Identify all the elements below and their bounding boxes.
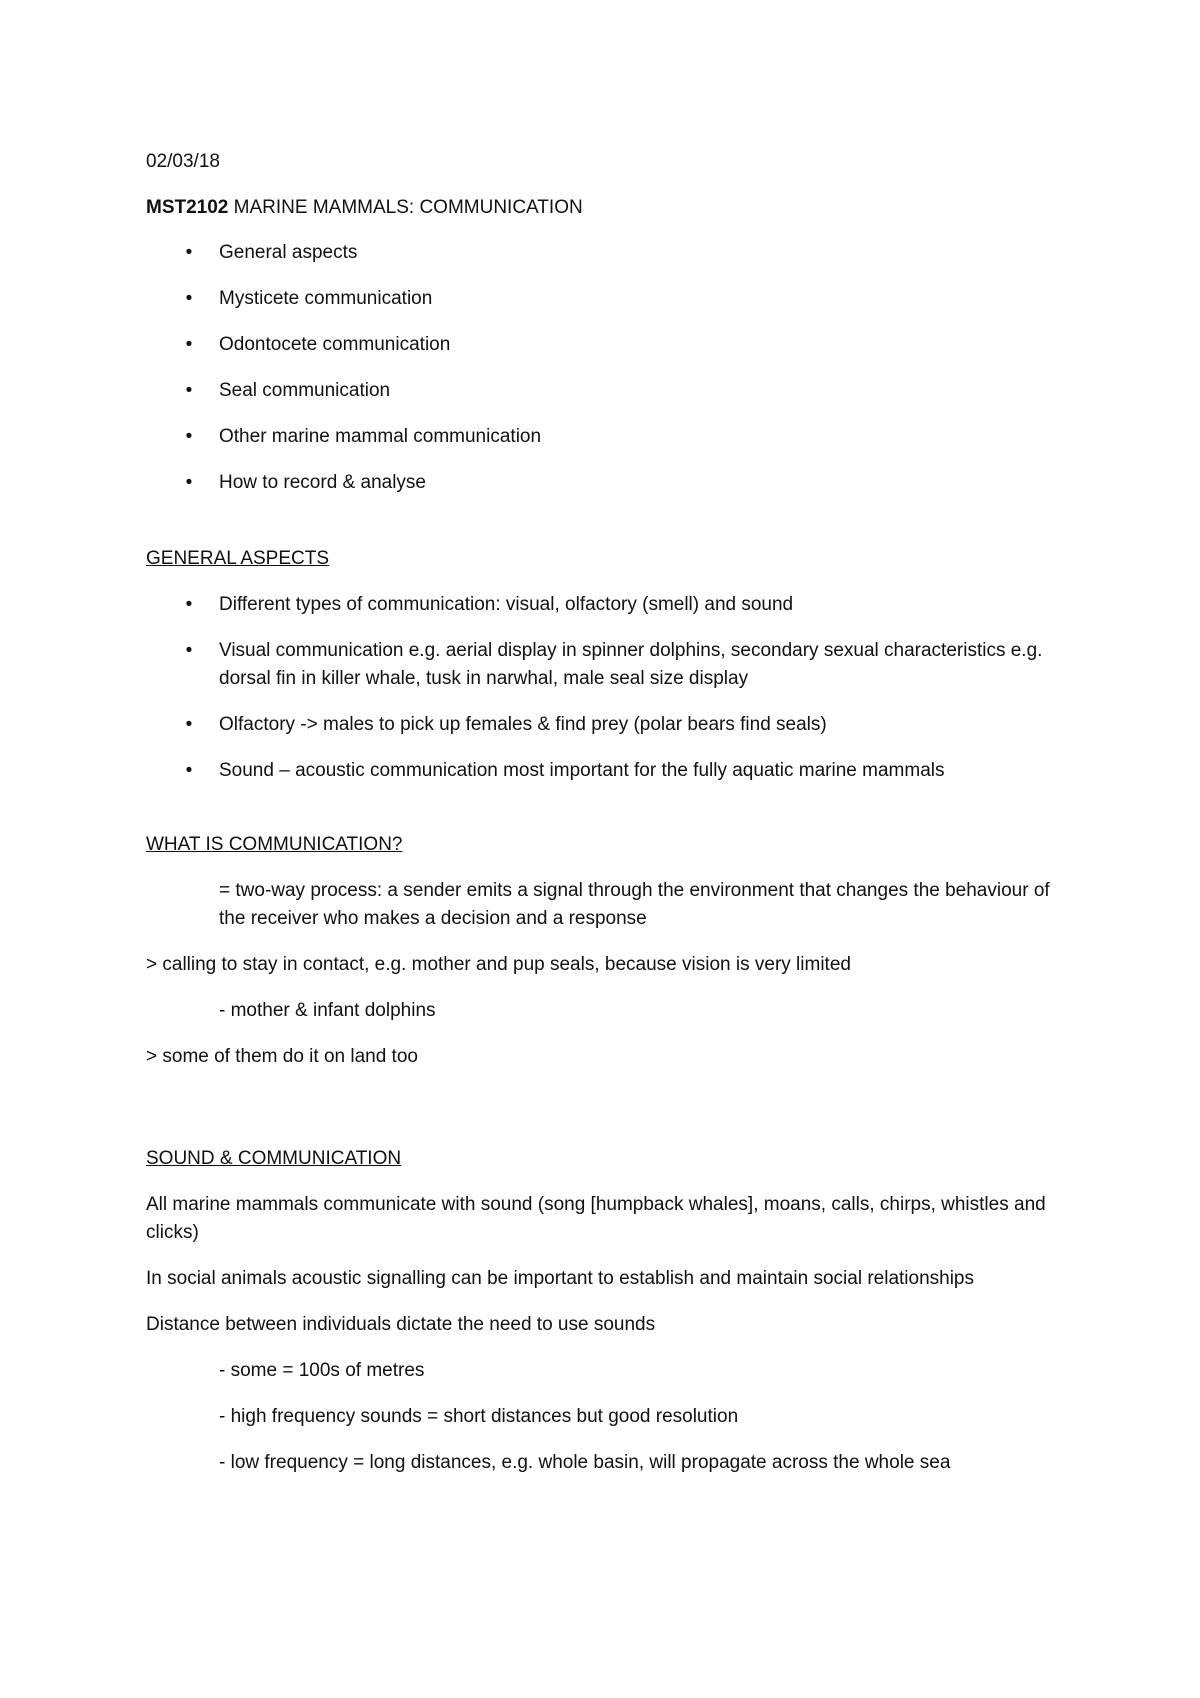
outline-item-text: Mysticete communication	[219, 288, 433, 309]
communication-subpoint: - mother & infant dolphins	[219, 1000, 436, 1021]
communication-definition: = two-way process: a sender emits a signal through the environment that changes the behaviour of the receiver who makes a decision and a response	[219, 880, 1050, 929]
general-aspects-list	[146, 591, 1076, 785]
document-body	[146, 148, 1076, 1495]
section-heading-what-is-communication: WHAT IS COMMUNICATION?	[146, 834, 403, 855]
bullet-icon: •	[185, 334, 193, 355]
sound-subpoint: - low frequency = long distances, e.g. whole basin, will propagate across the whole sea	[219, 1452, 951, 1473]
title-text: MARINE MAMMALS: COMMUNICATION	[228, 197, 583, 218]
outline-item-text: General aspects	[219, 242, 358, 263]
sound-paragraph: All marine mammals communicate with sound (song [humpback whales], moans, calls, chirps, whistles and clicks)	[146, 1194, 1046, 1243]
sound-paragraph: Distance between individuals dictate the need to use sounds	[146, 1314, 656, 1335]
sound-paragraph: In social animals acoustic signalling can be important to establish and maintain social relationships	[146, 1268, 975, 1289]
bullet-icon: •	[185, 242, 193, 263]
bullet-icon: •	[185, 380, 193, 401]
course-code: MST2102	[146, 197, 229, 218]
document-date: 02/03/18	[146, 151, 220, 172]
communication-point: > some of them do it on land too	[146, 1046, 418, 1067]
general-aspects-item-text: Visual communication e.g. aerial display in spinner dolphins, secondary sexual characteristics e.g. dorsal fin in killer whale, tusk in narwhal, male seal size display	[219, 640, 1043, 689]
general-aspects-item	[146, 637, 1076, 693]
general-aspects-item	[146, 591, 1076, 619]
bullet-icon: •	[185, 760, 193, 781]
section-heading-sound-communication: SOUND & COMMUNICATION	[146, 1148, 402, 1169]
general-aspects-item-text: Sound – acoustic communication most important for the fully aquatic marine mammals	[219, 760, 945, 781]
section-heading-general-aspects: GENERAL ASPECTS	[146, 548, 330, 569]
outline-item-text: Other marine mammal communication	[219, 426, 542, 447]
bullet-icon: •	[185, 288, 193, 309]
general-aspects-item-text: Different types of communication: visual, olfactory (smell) and sound	[219, 594, 794, 615]
outline-item	[146, 469, 1076, 497]
bullet-icon: •	[185, 594, 193, 615]
bullet-icon: •	[185, 426, 193, 447]
general-aspects-item	[146, 711, 1076, 739]
outline-item-text: Seal communication	[219, 380, 391, 401]
communication-point: > calling to stay in contact, e.g. mother and pup seals, because vision is very limited	[146, 954, 851, 975]
outline-item	[146, 285, 1076, 313]
outline-item	[146, 377, 1076, 405]
outline-list	[146, 239, 1076, 497]
general-aspects-item-text: Olfactory -> males to pick up females & find prey (polar bears find seals)	[219, 714, 827, 735]
general-aspects-item	[146, 757, 1076, 785]
sound-subpoint: - some = 100s of metres	[219, 1360, 425, 1381]
outline-item	[146, 331, 1076, 359]
outline-item	[146, 239, 1076, 267]
bullet-icon: •	[185, 714, 193, 735]
sound-subpoint: - high frequency sounds = short distances but good resolution	[219, 1406, 739, 1427]
document-title	[146, 194, 1076, 222]
bullet-icon: •	[185, 472, 193, 493]
outline-item-text: Odontocete communication	[219, 334, 451, 355]
bullet-icon: •	[185, 640, 193, 661]
outline-item-text: How to record & analyse	[219, 472, 426, 493]
outline-item	[146, 423, 1076, 451]
